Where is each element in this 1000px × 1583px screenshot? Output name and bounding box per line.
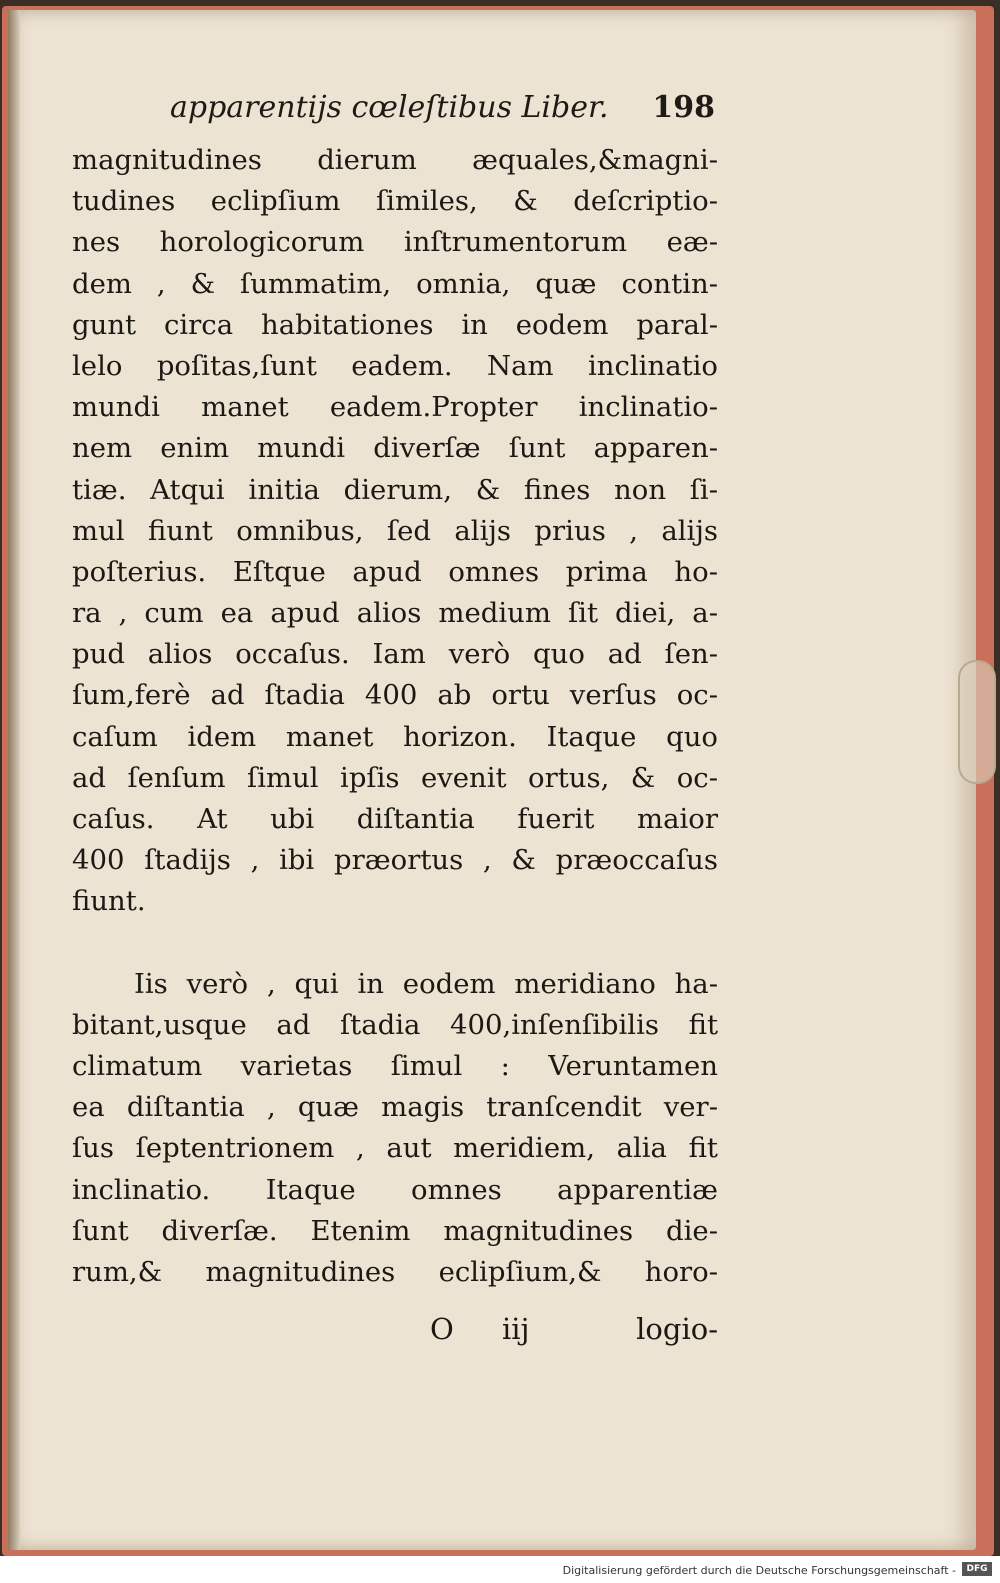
digitization-credit	[0, 1556, 1000, 1583]
text-line: ſus ſeptentrionem , aut meridiem, alia fit	[72, 1132, 718, 1165]
text-line: lelo poſitas,ſunt eadem. Nam inclinatio	[72, 349, 718, 382]
signature-mark: O	[430, 1312, 454, 1346]
body-text	[72, 140, 718, 1293]
text-line: bitant,usque ad ſtadia 400,inſenſibilis fit	[72, 1008, 718, 1041]
running-header	[170, 90, 715, 140]
text-line: Iis verò , qui in eodem meridiano ha-	[134, 967, 718, 1000]
text-line: inclinatio. Itaque omnes apparentiæ	[72, 1173, 718, 1206]
text-line: ad ſenſum ſimul ipſis evenit ortus, & oc-	[72, 761, 718, 794]
text-line: fiunt.	[72, 885, 146, 918]
text-line: rum,& magnitudines eclipſium,& horo-	[72, 1255, 718, 1288]
page-footer	[430, 1312, 718, 1356]
text-line: 400 ſtadijs , ibi præortus , & præoccaſus	[72, 844, 718, 877]
text-line: magnitudines dierum æquales,&magni-	[72, 144, 718, 176]
credit-text: Digitalisierung gefördert durch die Deutsche Forschungsgemeinschaft -	[562, 1564, 956, 1577]
text-line: gunt circa habitationes in eodem paral-	[72, 308, 718, 341]
text-line: mundi manet eadem.Propter inclinatio-	[72, 391, 718, 424]
running-title: apparentijs cœleſtibus Liber.	[170, 90, 609, 125]
text-line: nes horologicorum inſtrumentorum eæ-	[72, 226, 718, 259]
signature-number: iij	[502, 1312, 530, 1346]
text-line: caſus. At ubi diſtantia fuerit maior	[72, 803, 718, 835]
text-line: pud alios occaſus. Iam verò quo ad ſen-	[72, 638, 718, 671]
paragraph-1	[72, 140, 718, 923]
paragraph-2	[72, 964, 718, 1294]
text-line: tiæ. Atqui initia dierum, & fines non ſi-	[72, 473, 718, 506]
text-line: mul fiunt omnibus, ſed alijs prius , alijs	[72, 514, 718, 547]
text-line: poſterius. Eſtque apud omnes prima ho-	[72, 555, 718, 588]
page-number: 198	[652, 90, 715, 125]
text-line: caſum idem manet horizon. Itaque quo	[72, 720, 718, 753]
binding-gutter	[8, 10, 20, 1550]
text-line: ra , cum ea apud alios medium ſit diei, a-	[72, 597, 718, 630]
catchword: logio-	[636, 1312, 718, 1346]
paragraph-gap	[72, 923, 718, 964]
text-line: ea diſtantia , quæ magis tranſcendit ver-	[72, 1091, 718, 1124]
text-line: dem , & ſummatim, omnia, quæ contin-	[72, 267, 718, 300]
text-line: ſum,ferè ad ſtadia 400 ab ortu verſus oc-	[72, 679, 718, 712]
text-line: ſunt diverſæ. Etenim magnitudines die-	[72, 1214, 718, 1247]
text-line: tudines eclipſium ſimiles, & deſcriptio-	[72, 185, 718, 218]
dfg-logo: DFG	[962, 1562, 992, 1576]
text-line: climatum varietas ſimul : Veruntamen	[72, 1049, 718, 1082]
text-line: nem enim mundi diverſæ ſunt apparen-	[72, 432, 718, 465]
page-clip	[958, 660, 996, 784]
